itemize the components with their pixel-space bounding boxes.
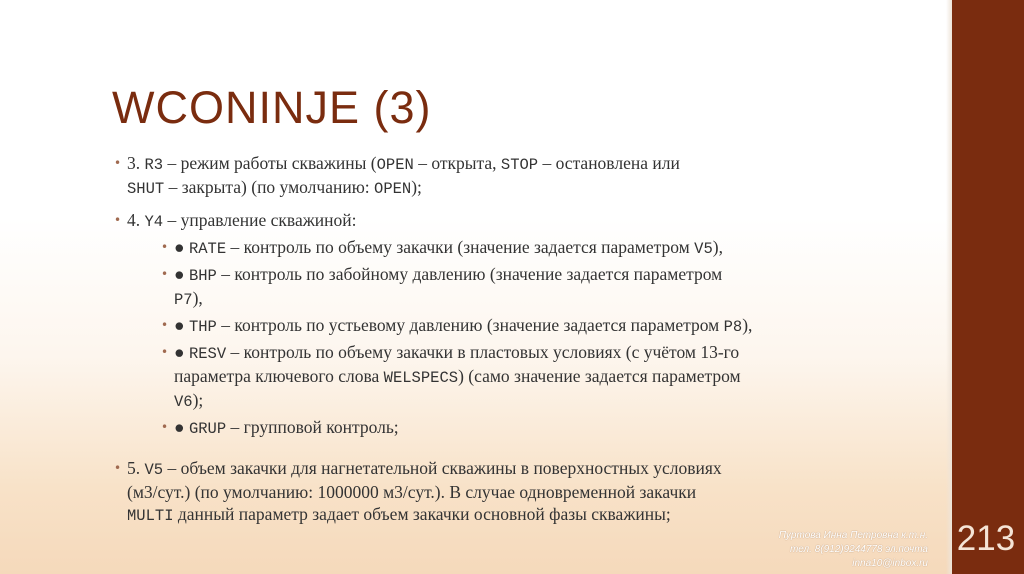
sub-item-thp xyxy=(161,314,822,338)
bullet-marker: • xyxy=(161,345,169,359)
code-keyword: V6 xyxy=(174,393,193,411)
bullet-marker: • xyxy=(114,156,122,170)
item-text: ) (само значение задается параметром xyxy=(458,366,741,386)
slide-title: WCONINJE (3) xyxy=(112,82,432,133)
sub-item-resv xyxy=(161,341,822,413)
item-text: – закрыта) (по умолчанию: xyxy=(164,177,375,197)
code-keyword: BHP xyxy=(188,267,217,285)
item-text: – объем закачки для нагнетательной скважины в поверхностных условиях xyxy=(163,458,722,478)
item-text: ), xyxy=(712,237,723,257)
footer-author: Пуртова Инна Петровна к.т.н. xyxy=(778,530,928,541)
code-keyword: MULTI xyxy=(127,507,174,525)
item-text: – открыта, xyxy=(413,153,501,173)
bullet-item-v5 xyxy=(114,457,822,527)
code-keyword: STOP xyxy=(500,156,539,174)
item-text: ); xyxy=(192,390,204,410)
bullet-dot: ● xyxy=(174,264,189,284)
code-keyword: RESV xyxy=(188,345,227,363)
item-text: – остановлена или xyxy=(538,153,680,173)
item-text: ); xyxy=(411,177,422,197)
bullet-dot: ● xyxy=(174,342,189,362)
code-keyword: OPEN xyxy=(376,156,414,174)
item-text: данный параметр задает объем закачки основной фазы скважины; xyxy=(173,504,671,524)
code-keyword: Y4 xyxy=(144,213,164,231)
item-text: ), xyxy=(742,315,753,335)
bullet-marker: • xyxy=(161,318,169,332)
bullet-item-y4 xyxy=(114,209,822,233)
bullet-marker: • xyxy=(114,213,122,227)
item-text: – контроль по объему закачки (значение задается параметром xyxy=(226,237,695,257)
author-footer xyxy=(700,529,928,571)
sub-item-bhp xyxy=(161,263,822,311)
item-text: ), xyxy=(192,288,203,308)
code-keyword: THP xyxy=(188,318,217,336)
code-keyword: SHUT xyxy=(127,180,165,198)
item-text: – контроль по объему закачки в пластовых условиях (с учётом 13-го xyxy=(226,342,740,362)
item-number: 4. xyxy=(127,210,145,230)
item-text: параметра ключевого слова xyxy=(174,366,384,386)
item-text: – управление скважиной: xyxy=(163,210,357,230)
item-text: (м3/сут.) (по умолчанию: 1000000 м3/сут.). В случае одновременной закачки xyxy=(127,482,697,502)
footer-email: inna10@inbox.ru xyxy=(852,558,928,569)
sub-item-grup xyxy=(161,416,822,440)
code-keyword: V5 xyxy=(694,240,713,258)
item-number: 5. xyxy=(127,458,145,478)
bullet-marker: • xyxy=(161,267,169,281)
bullet-item-r3 xyxy=(114,152,822,200)
code-keyword: P8 xyxy=(723,318,743,336)
page-number: 213 xyxy=(956,519,1016,558)
item-text: – контроль по устьевому давлению (значение задается параметром xyxy=(216,315,724,335)
code-keyword: OPEN xyxy=(374,180,412,198)
code-keyword: R3 xyxy=(144,156,164,174)
code-keyword: GRUP xyxy=(188,420,227,438)
item-text: – режим работы скважины ( xyxy=(163,153,377,173)
bullet-marker: • xyxy=(161,420,169,434)
right-accent-bar xyxy=(952,0,1024,574)
bullet-dot: ● xyxy=(174,417,189,437)
code-keyword: V5 xyxy=(144,461,164,479)
bullet-dot: ● xyxy=(174,237,189,257)
item-text: – групповой контроль; xyxy=(226,417,399,437)
footer-phone: тел. 8(912)9244778 эл.почта xyxy=(789,544,928,555)
code-keyword: P7 xyxy=(174,291,193,309)
item-text: – контроль по забойному давлению (значение задается параметром xyxy=(216,264,723,284)
bullet-marker: • xyxy=(161,240,169,254)
bullet-dot: ● xyxy=(174,315,189,335)
code-keyword: RATE xyxy=(188,240,227,258)
slide-content xyxy=(112,152,822,527)
code-keyword: WELSPECS xyxy=(383,369,459,387)
item-number: 3. xyxy=(127,153,145,173)
sub-item-rate xyxy=(161,236,822,260)
bullet-marker: • xyxy=(114,461,122,475)
